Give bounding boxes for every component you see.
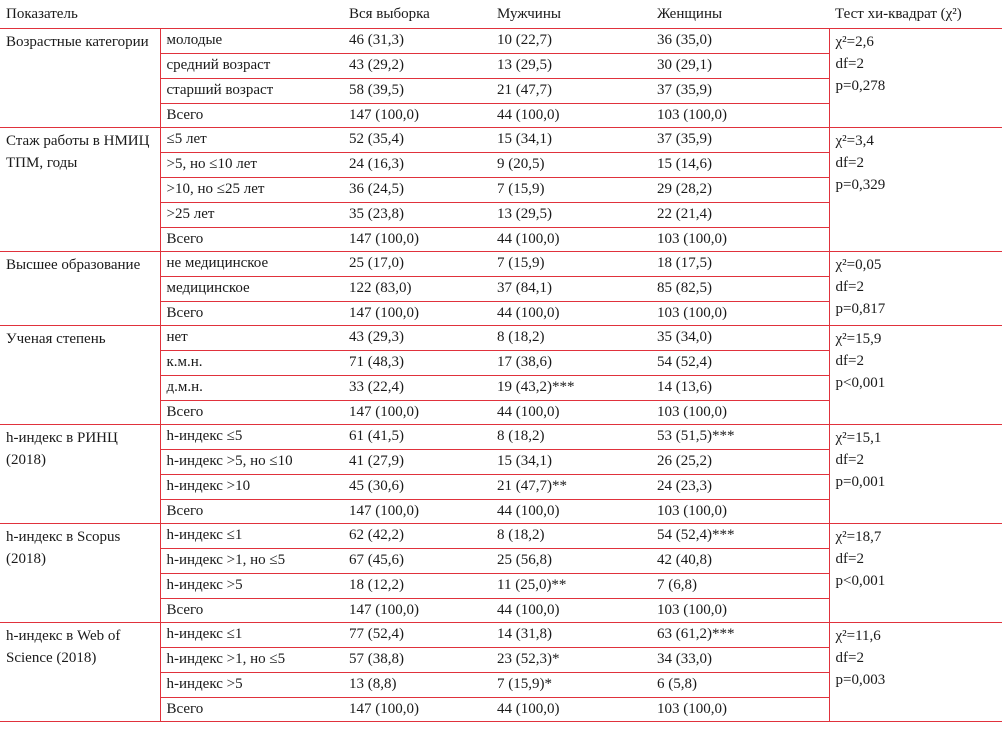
row-label: Всего (160, 401, 343, 425)
cell-women: 34 (33,0) (651, 648, 829, 673)
cell-women: 42 (40,8) (651, 549, 829, 574)
cell-women: 24 (23,3) (651, 475, 829, 500)
chi-square-result (829, 425, 1002, 524)
cell-men: 15 (34,1) (491, 128, 651, 153)
cell-men: 19 (43,2)*** (491, 376, 651, 401)
chi-square-result (829, 252, 1002, 326)
chi-p: p=0,817 (835, 301, 886, 317)
cell-women: 15 (14,6) (651, 153, 829, 178)
table-body (0, 29, 1002, 722)
group-category: h-индекс в Web of Science (2018) (0, 623, 160, 722)
cell-total: 77 (52,4) (343, 623, 491, 648)
row-label: h-индекс >1, но ≤5 (160, 549, 343, 574)
row-label: медицинское (160, 277, 343, 302)
cell-total: 45 (30,6) (343, 475, 491, 500)
chi-square-result (829, 29, 1002, 128)
table-row (0, 252, 1002, 277)
row-label: Всего (160, 104, 343, 128)
cell-women: 29 (28,2) (651, 178, 829, 203)
chi-df: df=2 (835, 452, 864, 468)
cell-total: 147 (100,0) (343, 500, 491, 524)
row-label: >5, но ≤10 лет (160, 153, 343, 178)
cell-women: 103 (100,0) (651, 500, 829, 524)
table-row (0, 425, 1002, 450)
chi-square-result (829, 128, 1002, 252)
table-row (0, 128, 1002, 153)
chi-p: p=0,001 (835, 474, 886, 490)
chi-chi: χ²=18,7 (835, 529, 882, 545)
row-label: h-индекс >1, но ≤5 (160, 648, 343, 673)
cell-women: 53 (51,5)*** (651, 425, 829, 450)
cell-women: 36 (35,0) (651, 29, 829, 54)
row-label: h-индекс >10 (160, 475, 343, 500)
cell-total: 71 (48,3) (343, 351, 491, 376)
chi-df: df=2 (835, 56, 864, 72)
cell-women: 103 (100,0) (651, 599, 829, 623)
header-row (0, 0, 1002, 29)
cell-men: 13 (29,5) (491, 54, 651, 79)
cell-women: 103 (100,0) (651, 401, 829, 425)
cell-men: 14 (31,8) (491, 623, 651, 648)
cell-total: 147 (100,0) (343, 401, 491, 425)
header-total: Вся выборка (343, 0, 491, 29)
cell-total: 62 (42,2) (343, 524, 491, 549)
cell-women: 14 (13,6) (651, 376, 829, 401)
chi-p: p<0,001 (835, 375, 886, 391)
cell-men: 21 (47,7)** (491, 475, 651, 500)
row-label: средний возраст (160, 54, 343, 79)
chi-square-result (829, 623, 1002, 722)
cell-women: 85 (82,5) (651, 277, 829, 302)
row-label: h-индекс >5, но ≤10 (160, 450, 343, 475)
cell-women: 54 (52,4) (651, 351, 829, 376)
cell-men: 11 (25,0)** (491, 574, 651, 599)
row-label: к.м.н. (160, 351, 343, 376)
cell-total: 147 (100,0) (343, 698, 491, 722)
cell-total: 18 (12,2) (343, 574, 491, 599)
chi-df: df=2 (835, 155, 864, 171)
cell-total: 24 (16,3) (343, 153, 491, 178)
cell-women: 103 (100,0) (651, 302, 829, 326)
cell-total: 147 (100,0) (343, 228, 491, 252)
cell-women: 103 (100,0) (651, 698, 829, 722)
chi-chi: χ²=0,05 (835, 257, 882, 273)
chi-chi: χ²=11,6 (835, 628, 881, 644)
row-label: нет (160, 326, 343, 351)
cell-women: 63 (61,2)*** (651, 623, 829, 648)
cell-men: 15 (34,1) (491, 450, 651, 475)
cell-men: 10 (22,7) (491, 29, 651, 54)
cell-men: 44 (100,0) (491, 104, 651, 128)
cell-men: 23 (52,3)* (491, 648, 651, 673)
chi-p: p=0,278 (835, 78, 886, 94)
row-label: старший возраст (160, 79, 343, 104)
chi-p: p=0,329 (835, 177, 886, 193)
chi-square-result (829, 326, 1002, 425)
chi-chi: χ²=2,6 (835, 34, 874, 50)
cell-men: 7 (15,9) (491, 178, 651, 203)
chi-chi: χ²=3,4 (835, 133, 874, 149)
group-category: h-индекс в РИНЦ (2018) (0, 425, 160, 524)
row-label: Всего (160, 698, 343, 722)
cell-women: 18 (17,5) (651, 252, 829, 277)
chi-chi: χ²=15,1 (835, 430, 882, 446)
cell-men: 44 (100,0) (491, 401, 651, 425)
cell-men: 8 (18,2) (491, 524, 651, 549)
cell-men: 9 (20,5) (491, 153, 651, 178)
row-label: h-индекс ≤1 (160, 524, 343, 549)
cell-men: 17 (38,6) (491, 351, 651, 376)
row-label: h-индекс >5 (160, 574, 343, 599)
cell-men: 25 (56,8) (491, 549, 651, 574)
cell-total: 61 (41,5) (343, 425, 491, 450)
cell-women: 37 (35,9) (651, 79, 829, 104)
cell-total: 58 (39,5) (343, 79, 491, 104)
chi-p: p<0,001 (835, 573, 886, 589)
chi-df: df=2 (835, 353, 864, 369)
cell-total: 43 (29,3) (343, 326, 491, 351)
group-category: h-индекс в Scopus (2018) (0, 524, 160, 623)
cell-women: 22 (21,4) (651, 203, 829, 228)
chi-df: df=2 (835, 279, 864, 295)
cell-women: 30 (29,1) (651, 54, 829, 79)
cell-women: 103 (100,0) (651, 104, 829, 128)
cell-men: 7 (15,9)* (491, 673, 651, 698)
cell-men: 7 (15,9) (491, 252, 651, 277)
cell-total: 36 (24,5) (343, 178, 491, 203)
table-row (0, 623, 1002, 648)
table-row (0, 524, 1002, 549)
header-chi-test: Тест хи-квадрат (χ²) (829, 0, 1002, 29)
cell-total: 122 (83,0) (343, 277, 491, 302)
cell-total: 35 (23,8) (343, 203, 491, 228)
chi-df: df=2 (835, 551, 864, 567)
cell-total: 13 (8,8) (343, 673, 491, 698)
cell-men: 13 (29,5) (491, 203, 651, 228)
row-label: Всего (160, 500, 343, 524)
header-subcategory (160, 0, 343, 29)
row-label: >10, но ≤25 лет (160, 178, 343, 203)
cell-total: 147 (100,0) (343, 599, 491, 623)
row-label: д.м.н. (160, 376, 343, 401)
cell-men: 8 (18,2) (491, 425, 651, 450)
chi-df: df=2 (835, 650, 864, 666)
cell-women: 37 (35,9) (651, 128, 829, 153)
cell-men: 44 (100,0) (491, 599, 651, 623)
header-indicator: Показатель (0, 0, 160, 29)
row-label: Всего (160, 599, 343, 623)
group-category: Стаж работы в НМИЦ ТПМ, годы (0, 128, 160, 252)
cell-men: 8 (18,2) (491, 326, 651, 351)
cell-men: 44 (100,0) (491, 228, 651, 252)
table-row (0, 29, 1002, 54)
cell-total: 147 (100,0) (343, 302, 491, 326)
group-category: Возрастные категории (0, 29, 160, 128)
row-label: Всего (160, 302, 343, 326)
cell-women: 54 (52,4)*** (651, 524, 829, 549)
cell-total: 33 (22,4) (343, 376, 491, 401)
chi-square-result (829, 524, 1002, 623)
row-label: не медицинское (160, 252, 343, 277)
cell-men: 44 (100,0) (491, 302, 651, 326)
row-label: h-индекс >5 (160, 673, 343, 698)
header-men: Мужчины (491, 0, 651, 29)
row-label: >25 лет (160, 203, 343, 228)
cell-total: 67 (45,6) (343, 549, 491, 574)
cell-men: 44 (100,0) (491, 500, 651, 524)
table-row (0, 326, 1002, 351)
cell-total: 25 (17,0) (343, 252, 491, 277)
row-label: h-индекс ≤5 (160, 425, 343, 450)
cell-total: 147 (100,0) (343, 104, 491, 128)
group-category: Ученая степень (0, 326, 160, 425)
group-category: Высшее образование (0, 252, 160, 326)
row-label: ≤5 лет (160, 128, 343, 153)
cell-total: 46 (31,3) (343, 29, 491, 54)
cell-men: 21 (47,7) (491, 79, 651, 104)
cell-women: 26 (25,2) (651, 450, 829, 475)
cell-women: 7 (6,8) (651, 574, 829, 599)
row-label: h-индекс ≤1 (160, 623, 343, 648)
cell-women: 103 (100,0) (651, 228, 829, 252)
cell-men: 44 (100,0) (491, 698, 651, 722)
cell-total: 57 (38,8) (343, 648, 491, 673)
cell-men: 37 (84,1) (491, 277, 651, 302)
header-women: Женщины (651, 0, 829, 29)
row-label: молодые (160, 29, 343, 54)
cell-total: 43 (29,2) (343, 54, 491, 79)
cell-women: 35 (34,0) (651, 326, 829, 351)
chi-p: p=0,003 (835, 672, 886, 688)
cell-women: 6 (5,8) (651, 673, 829, 698)
row-label: Всего (160, 228, 343, 252)
chi-chi: χ²=15,9 (835, 331, 882, 347)
cell-total: 41 (27,9) (343, 450, 491, 475)
cell-total: 52 (35,4) (343, 128, 491, 153)
